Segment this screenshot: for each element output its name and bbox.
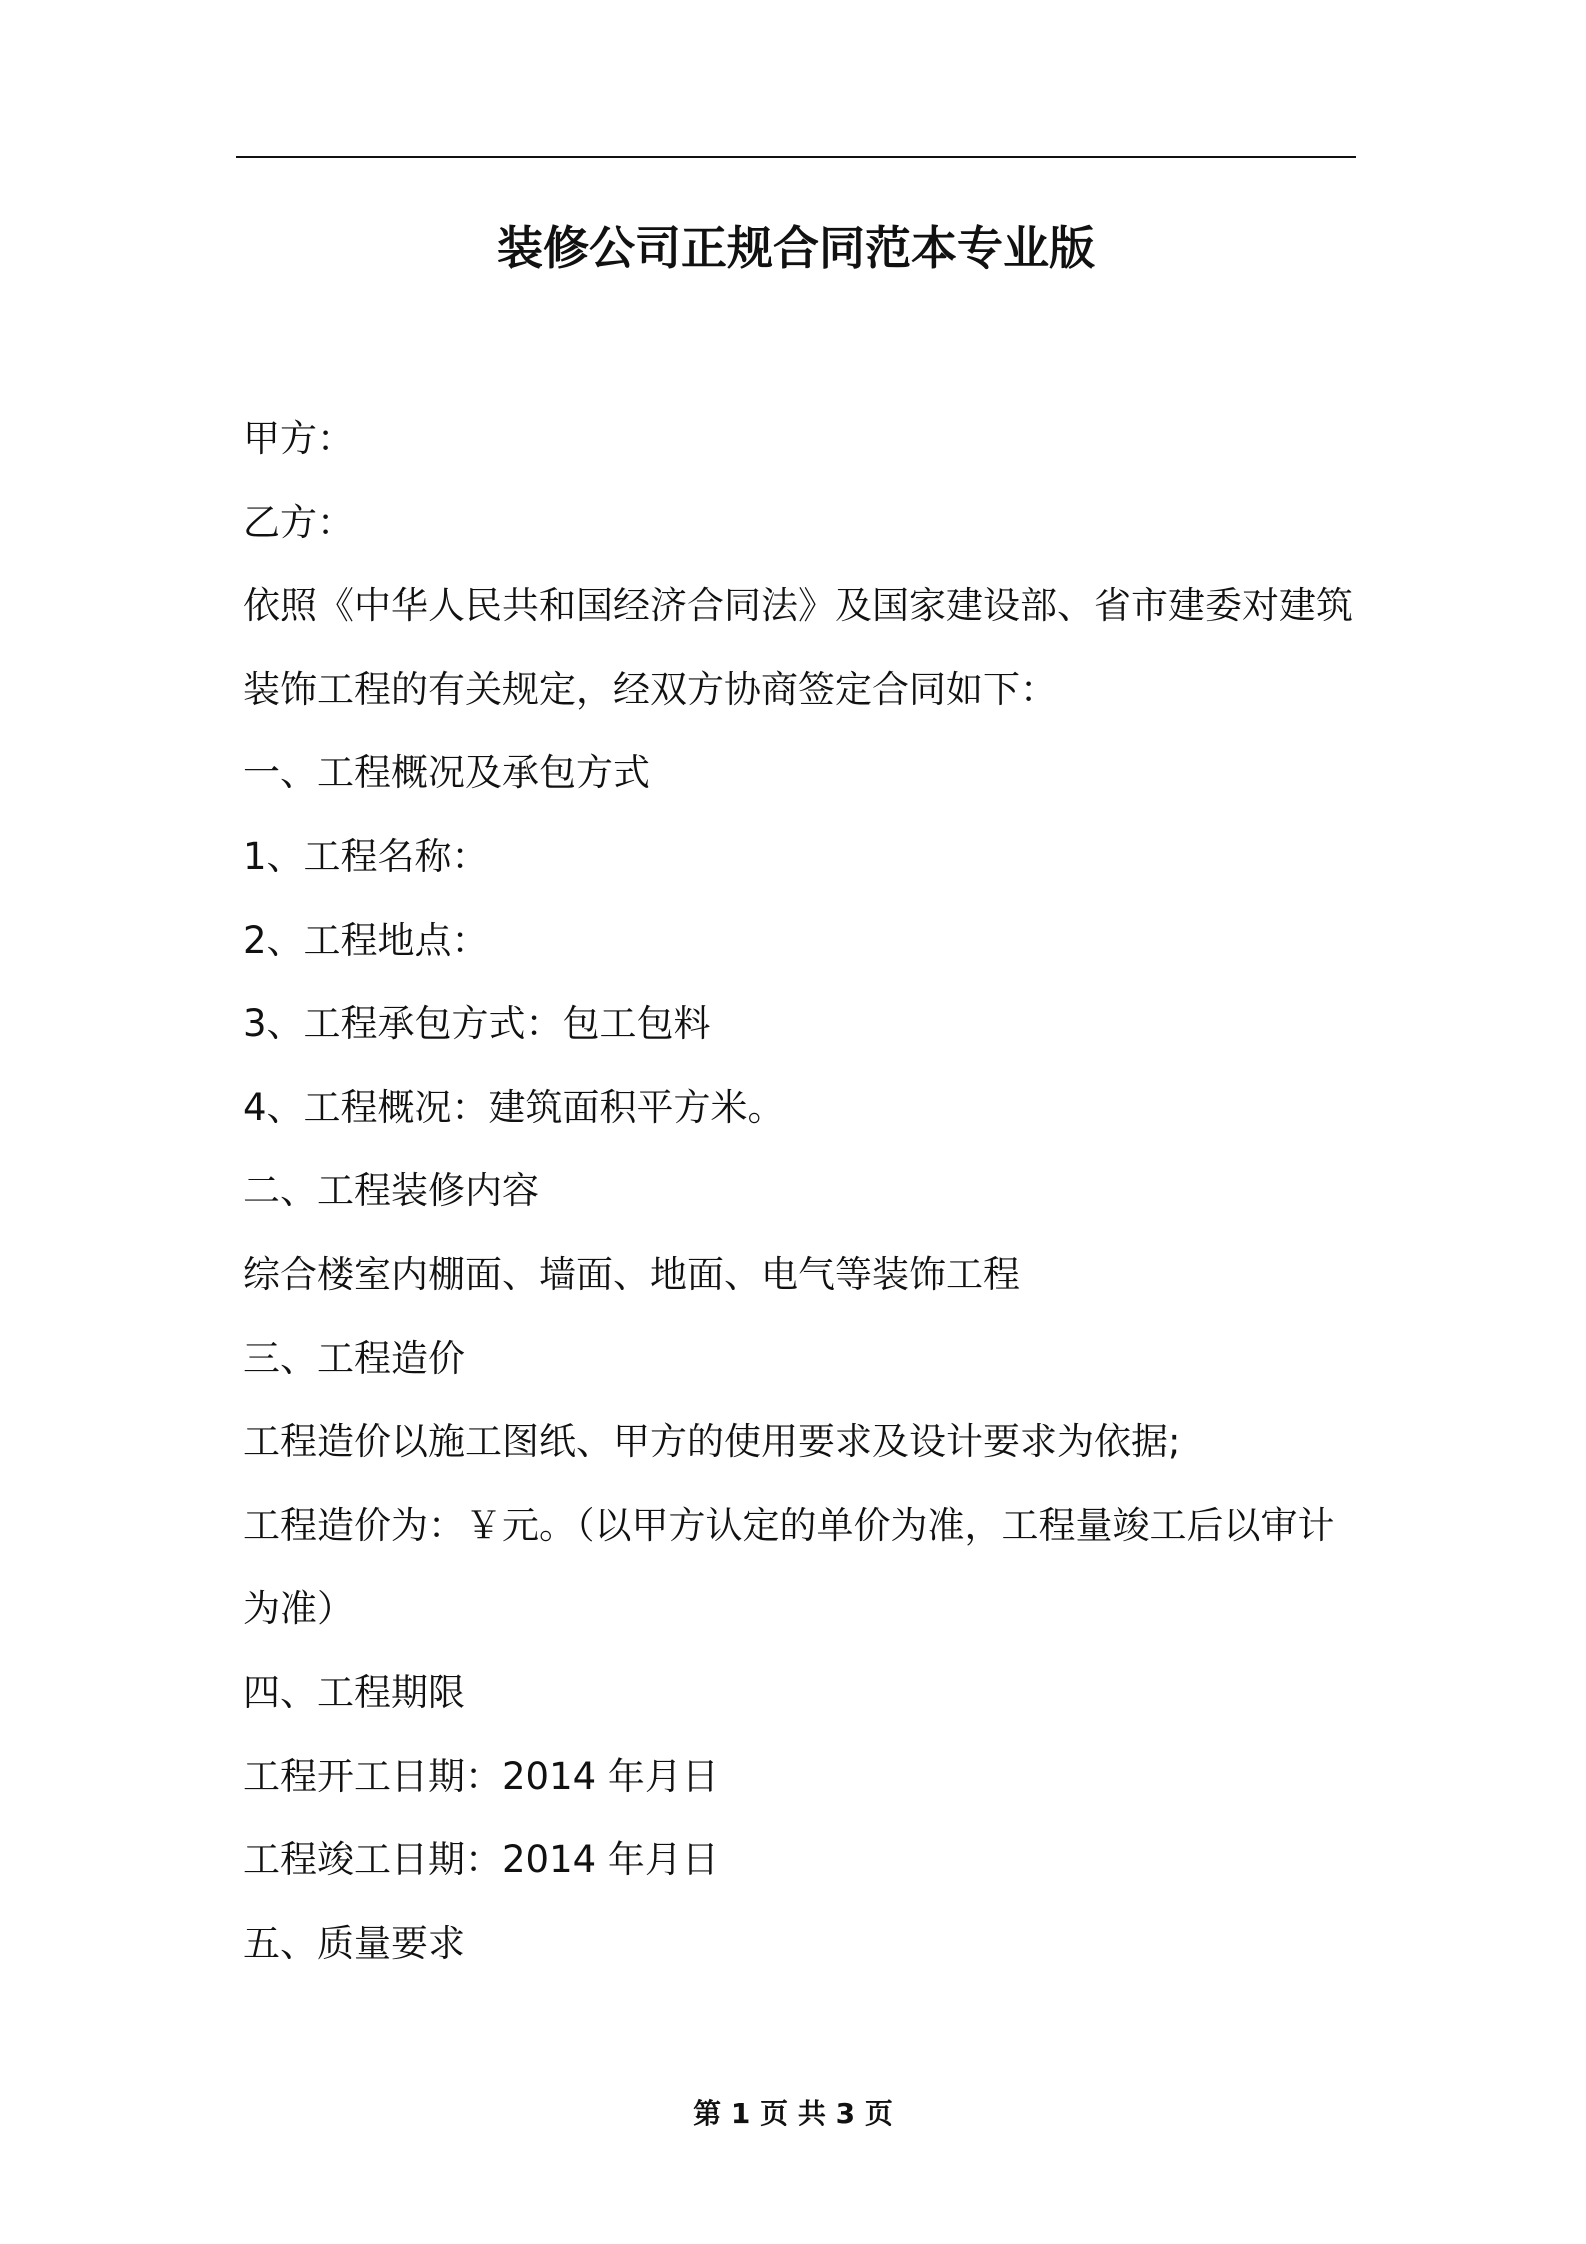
party-a-line: 甲方：: [243, 417, 354, 460]
contract-method-line: 3、工程承包方式：包工包料: [243, 1002, 711, 1046]
preamble-line-2: 装饰工程的有关规定，经双方协商签定合同如下：: [243, 667, 1057, 711]
project-name-line: 1、工程名称：: [243, 834, 489, 878]
cost-basis-line: 工程造价以施工图纸、甲方的使用要求及设计要求为依据;: [243, 1420, 1181, 1464]
project-overview-line: 4、工程概况：建筑面积平方米。: [243, 1085, 785, 1129]
section-heading-1: 一、工程概况及承包方式: [243, 751, 650, 795]
preamble-line-1: 依照《中华人民共和国经济合同法》及国家建设部、省市建委对建筑: [243, 584, 1353, 628]
section-heading-2: 二、工程装修内容: [243, 1169, 539, 1213]
section-heading-4: 四、工程期限: [243, 1670, 465, 1714]
section-heading-5: 五、质量要求: [243, 1921, 465, 1965]
cost-amount-line-2: 为准）: [243, 1587, 354, 1631]
project-location-line: 2、工程地点：: [243, 918, 489, 962]
start-date-line: 工程开工日期：2014 年月日: [243, 1754, 719, 1798]
cost-amount-line-1: 工程造价为：￥元。（以甲方认定的单价为准，工程量竣工后以审计: [243, 1503, 1335, 1547]
page-footer: 第 1 页 共 3 页: [693, 2097, 893, 2130]
document-body: [243, 404, 1373, 1992]
party-b-line: 乙方：: [243, 500, 354, 544]
renovation-content-line: 综合楼室内棚面、墙面、地面、电气等装饰工程: [243, 1252, 1020, 1296]
document-title: 装修公司正规合同范本专业版: [497, 221, 1095, 275]
header-rule: [236, 156, 1356, 158]
section-heading-3: 三、工程造价: [243, 1336, 465, 1380]
completion-date-line: 工程竣工日期：2014 年月日: [243, 1838, 719, 1882]
